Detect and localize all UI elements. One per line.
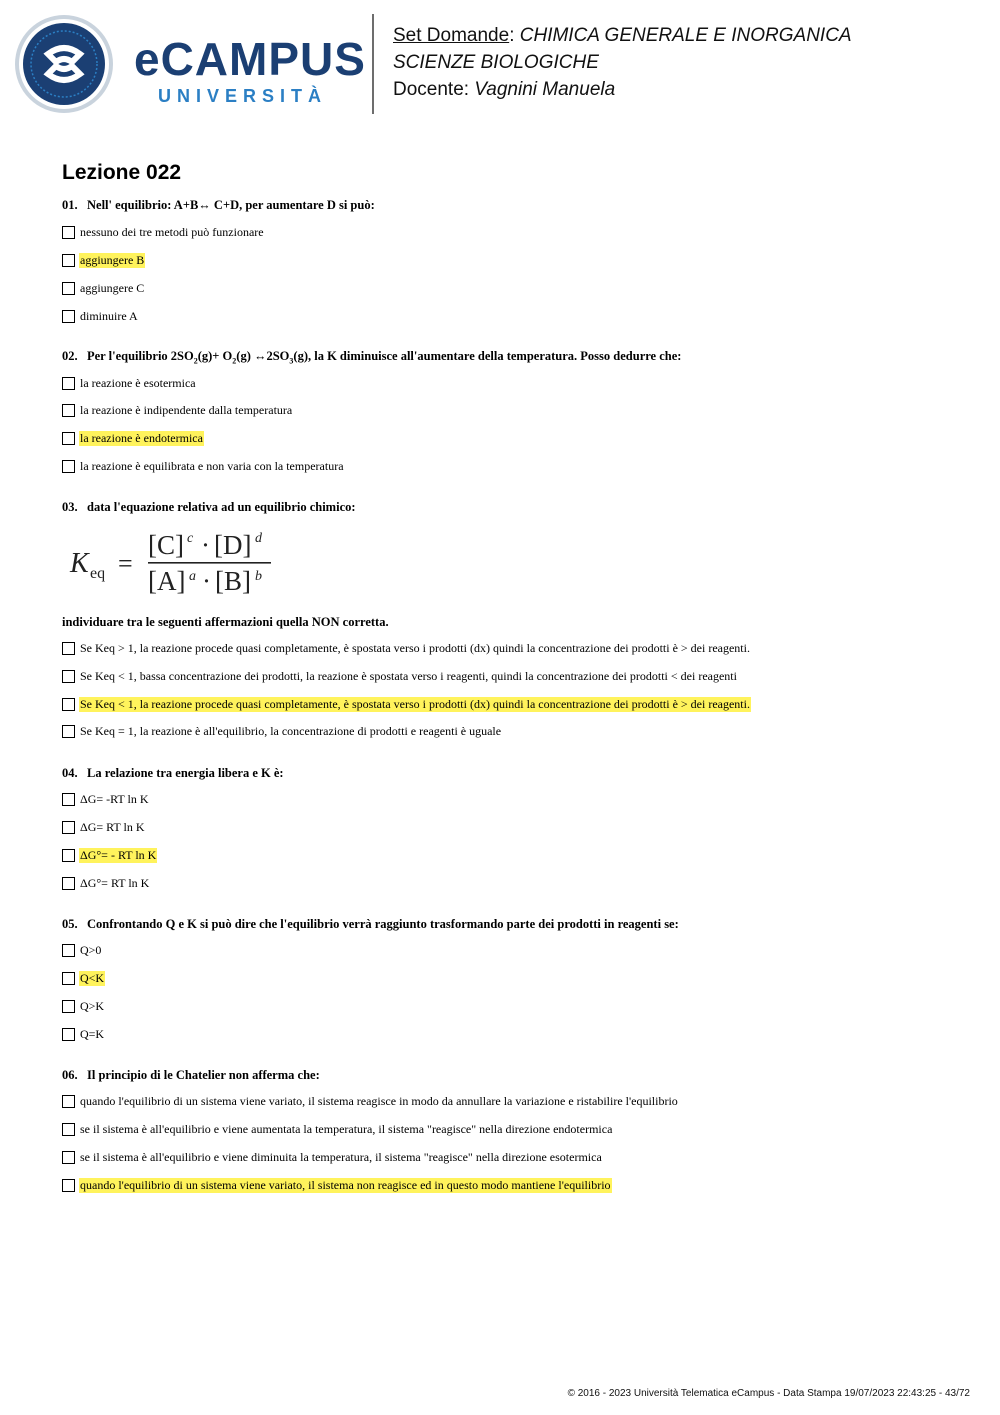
course-header: Set Domande: CHIMICA GENERALE E INORGANICA SCIENZE BIOLOGICHE Docente: Vagnini Manuela bbox=[393, 25, 852, 100]
option-text: ΔG= RT ln K bbox=[80, 819, 145, 834]
answer-option[interactable] bbox=[62, 458, 345, 474]
option-text: la reazione è esotermica bbox=[80, 375, 196, 390]
checkbox[interactable] bbox=[62, 377, 75, 390]
formula-k-subscript: eq bbox=[90, 565, 106, 582]
option-text: quando l'equilibrio di un sistema viene variato, il sistema reagisce in modo da annullare la variazione e ristabilire l'equilibrio bbox=[80, 1093, 678, 1108]
question-05 bbox=[62, 917, 679, 932]
answer-option[interactable] bbox=[62, 668, 738, 684]
subscript: 2 bbox=[193, 356, 198, 366]
formula-den-a-exp: a bbox=[189, 569, 196, 584]
question-03-subtext: individuare tra le seguenti affermazioni quella NON corretta. bbox=[62, 615, 389, 629]
option-text: Se Keq < 1, bassa concentrazione dei prodotti, la reazione è spostata verso i reagenti, quindi la concentrazione dei prodotti < dei reagenti bbox=[80, 668, 737, 683]
answer-option[interactable] bbox=[62, 696, 751, 712]
answer-option[interactable] bbox=[62, 819, 146, 835]
formula-num-c-exp: c bbox=[187, 531, 194, 546]
question-text: La relazione tra energia libera e K è: bbox=[87, 766, 284, 780]
subscript: 2 bbox=[232, 356, 237, 366]
answer-option[interactable] bbox=[62, 875, 150, 891]
option-text: diminuire A bbox=[80, 308, 138, 323]
answer-option[interactable] bbox=[62, 280, 145, 296]
header-divider bbox=[372, 14, 374, 114]
option-text: Q>K bbox=[80, 998, 105, 1013]
checkbox[interactable] bbox=[62, 432, 75, 445]
question-04 bbox=[62, 766, 284, 781]
logo-subtitle: UNIVERSITÀ bbox=[158, 86, 328, 106]
answer-option[interactable] bbox=[62, 252, 145, 268]
question-number: 02. bbox=[62, 349, 78, 363]
option-text: Se Keq > 1, la reazione procede quasi completamente, è spostata verso i prodotti (dx) quindi la concentrazione dei prodotti è > dei reagenti. bbox=[80, 640, 750, 655]
answer-option[interactable] bbox=[62, 1121, 613, 1137]
option-text: se il sistema è all'equilibrio e viene diminuita la temperatura, il sistema "reagisce" nella direzione esotermica bbox=[80, 1149, 602, 1164]
question-text-part: (g)+ O bbox=[197, 349, 233, 363]
formula-num-d-exp: d bbox=[255, 531, 262, 546]
formula-den-b: [B] bbox=[215, 566, 251, 596]
answer-option[interactable] bbox=[62, 847, 157, 863]
option-text: nessuno dei tre metodi può funzionare bbox=[80, 224, 264, 239]
checkbox[interactable] bbox=[62, 725, 75, 738]
option-text-highlighted: Se Keq < 1, la reazione procede quasi completamente, è spostata verso i prodotti (dx) quindi la concentrazione dei prodotti è > dei reagenti. bbox=[80, 696, 750, 711]
formula-equals: = bbox=[118, 549, 133, 578]
question-number: 06. bbox=[62, 1068, 78, 1082]
answer-option[interactable] bbox=[62, 224, 265, 240]
answer-option[interactable] bbox=[62, 430, 204, 446]
question-03 bbox=[62, 500, 356, 515]
formula-den-dot: · bbox=[202, 566, 211, 596]
question-number: 04. bbox=[62, 766, 78, 780]
question-text: Nell' equilibrio: A+B↔ C+D, per aumentare D si può: bbox=[87, 198, 375, 212]
question-02 bbox=[62, 349, 681, 366]
lesson-title: Lezione 022 bbox=[62, 161, 182, 184]
checkbox[interactable] bbox=[62, 1095, 75, 1108]
checkbox[interactable] bbox=[62, 670, 75, 683]
option-text: ΔG°= RT ln K bbox=[80, 875, 150, 890]
checkbox[interactable] bbox=[62, 404, 75, 417]
option-text-highlighted: quando l'equilibrio di un sistema viene variato, il sistema non reagisce ed in questo modo mantiene l'equilibrio bbox=[80, 1177, 611, 1192]
formula-num-c: [C] bbox=[148, 530, 184, 560]
option-text: Q=K bbox=[80, 1026, 105, 1041]
logo-brand: eCAMPUS bbox=[134, 33, 366, 85]
question-text-part: (g), la K diminuisce all'aumentare della temperatura. Posso dedurre che: bbox=[293, 349, 682, 363]
checkbox[interactable] bbox=[62, 877, 75, 890]
checkbox[interactable] bbox=[62, 460, 75, 473]
formula-fraction-bar bbox=[148, 562, 271, 564]
option-text: Se Keq = 1, la reazione è all'equilibrio, la concentrazione di prodotti e reagenti è uguale bbox=[80, 723, 502, 738]
question-text: Il principio di le Chatelier non afferma che: bbox=[87, 1068, 320, 1082]
course-title: CHIMICA GENERALE E INORGANICA bbox=[519, 25, 852, 46]
option-text: ΔG= -RT ln K bbox=[80, 791, 149, 806]
answer-option[interactable] bbox=[62, 998, 105, 1014]
formula-den-b-exp: b bbox=[255, 569, 262, 584]
answer-option[interactable] bbox=[62, 375, 197, 391]
question-number: 03. bbox=[62, 500, 78, 514]
checkbox[interactable] bbox=[62, 1123, 75, 1136]
option-text: la reazione è equilibrata e non varia con la temperatura bbox=[80, 458, 344, 473]
option-text-highlighted: Q<K bbox=[80, 970, 105, 985]
question-number: 05. bbox=[62, 917, 78, 931]
answer-option[interactable] bbox=[62, 970, 105, 986]
checkbox[interactable] bbox=[62, 310, 75, 323]
formula-num-dot: · bbox=[201, 530, 210, 560]
degree-title: SCIENZE BIOLOGICHE bbox=[393, 52, 599, 73]
answer-option[interactable] bbox=[62, 942, 102, 958]
teacher-name: Vagnini Manuela bbox=[474, 79, 616, 100]
answer-option[interactable] bbox=[62, 1149, 603, 1165]
option-text-highlighted: ΔG°= - RT ln K bbox=[80, 847, 157, 862]
answer-option[interactable] bbox=[62, 723, 502, 739]
formula-k: K bbox=[70, 548, 89, 579]
answer-option[interactable] bbox=[62, 1177, 612, 1193]
page-footer: © 2016 - 2023 Università Telematica eCampus - Data Stampa 19/07/2023 22:43:25 - 43/72 bbox=[567, 1388, 970, 1399]
checkbox[interactable] bbox=[62, 1151, 75, 1164]
checkbox[interactable] bbox=[62, 254, 75, 267]
answer-option[interactable] bbox=[62, 1026, 105, 1042]
subscript: 3 bbox=[289, 356, 294, 366]
ecampus-emblem-icon bbox=[14, 14, 114, 114]
checkbox[interactable] bbox=[62, 226, 75, 239]
checkbox[interactable] bbox=[62, 972, 75, 985]
question-text-part: Per l'equilibrio 2SO bbox=[87, 349, 194, 363]
answer-option[interactable] bbox=[62, 640, 751, 656]
formula-num-d: [D] bbox=[214, 530, 252, 560]
checkbox[interactable] bbox=[62, 282, 75, 295]
checkbox[interactable] bbox=[62, 793, 75, 806]
formula-den-a: [A] bbox=[148, 566, 186, 596]
option-text: se il sistema è all'equilibrio e viene aumentata la temperatura, il sistema "reagisce" nella direzione endotermica bbox=[80, 1121, 613, 1136]
checkbox[interactable] bbox=[62, 944, 75, 957]
question-text: Confrontando Q e K si può dire che l'equilibrio verrà raggiunto trasformando parte dei prodotti in reagenti se: bbox=[87, 917, 679, 931]
option-text: aggiungere C bbox=[80, 280, 145, 295]
answer-option[interactable] bbox=[62, 402, 293, 418]
checkbox[interactable] bbox=[62, 849, 75, 862]
checkbox[interactable] bbox=[62, 1028, 75, 1041]
answer-option[interactable] bbox=[62, 791, 150, 807]
checkbox[interactable] bbox=[62, 642, 75, 655]
ecampus-logo bbox=[14, 14, 366, 119]
option-text-highlighted: aggiungere B bbox=[80, 252, 145, 267]
question-01 bbox=[62, 198, 375, 213]
equilibrium-formula bbox=[68, 528, 278, 600]
question-text: data l'equazione relativa ad un equilibrio chimico: bbox=[87, 500, 356, 514]
question-text-part: (g) ↔2SO bbox=[236, 349, 290, 363]
answer-option[interactable] bbox=[62, 1093, 679, 1109]
checkbox[interactable] bbox=[62, 698, 75, 711]
option-text: Q>0 bbox=[80, 942, 102, 957]
answer-option[interactable] bbox=[62, 308, 139, 324]
teacher-label: Docente: bbox=[393, 79, 470, 100]
question-06 bbox=[62, 1068, 320, 1083]
question-number: 01. bbox=[62, 198, 78, 212]
checkbox[interactable] bbox=[62, 1179, 75, 1192]
checkbox[interactable] bbox=[62, 821, 75, 834]
checkbox[interactable] bbox=[62, 1000, 75, 1013]
set-label: Set Domande bbox=[393, 25, 510, 46]
option-text: la reazione è indipendente dalla temperatura bbox=[80, 402, 293, 417]
option-text-highlighted: la reazione è endotermica bbox=[80, 430, 203, 445]
